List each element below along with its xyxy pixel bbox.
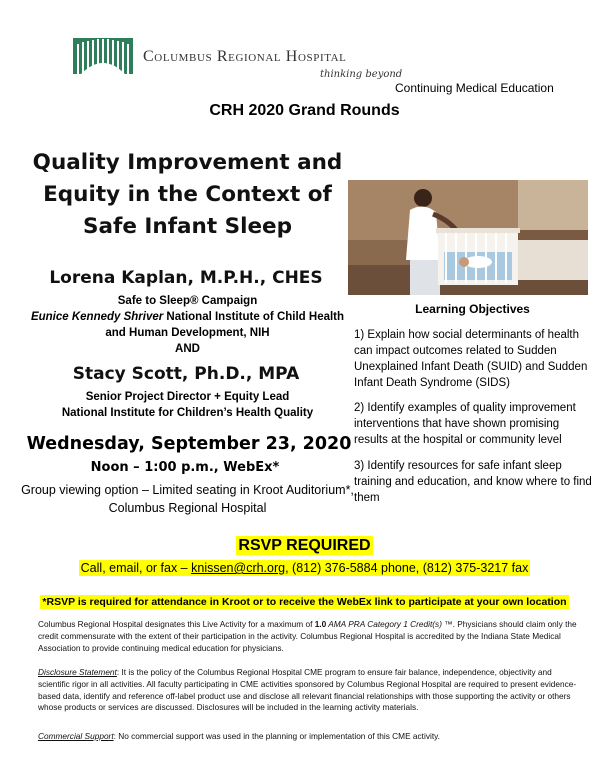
contact-prefix: Call, email, or fax –	[80, 561, 192, 575]
hospital-tagline: thinking beyond	[320, 69, 403, 80]
hospital-name: Columbus Regional Hospital	[143, 48, 347, 65]
objective-item: 3) Identify resources for safe infant sleep training and education, and know where to find them	[354, 460, 592, 504]
credit-amount: 1.0	[314, 619, 327, 629]
series-title: CRH 2020 Grand Rounds	[209, 102, 400, 119]
speaker1-institute-rest: National Institute of Child Health and Human Development, NIH	[105, 311, 345, 339]
disclosure-label: Disclosure Statement	[38, 667, 117, 677]
event-time: Noon – 1:00 p.m., WebEx*	[90, 460, 280, 475]
speaker2-name: Stacy Scott, Ph.D., MPA	[72, 364, 300, 384]
speaker1-institute	[20, 309, 355, 341]
disclosure-text: : It is the policy of the Columbus Regional Hospital CME program to ensure fair balance, independence, objectivity and scientific rigor in all activities. All faculty participating in CME activities sponsored by Columbus Regional Hospital are required to present evidence-based data, identify and reference off-label product use and disclose all relevant financial relationships with those supporting the activity or others whose products or services are discussed. Disclosures will be included in the learning activity materials.	[38, 667, 577, 713]
group-viewing-note: Group viewing option – Limited seating in Kroot Auditorium*, Columbus Regional Hospital	[21, 483, 354, 515]
rsvp-requirement-text: *RSVP is required for attendance in Kroot or to receive the WebEx link to participate at your own location	[42, 596, 567, 608]
credit-text-b: . Physicians should claim only the credit commensurate with the extent of their participation in the activity. Columbus Regional Hospital is accredited by the Indiana State Medical Association to provide continuing medical education for physicians.	[38, 619, 577, 653]
mother-and-infant-crib-photo	[348, 180, 588, 295]
objective-item: 1) Explain how social determinants of health can impact outcomes related to Sudden Unexplained Infant Death (SUID) and Sudden Infant Death Syndrome (SIDS)	[354, 329, 588, 389]
commercial-support-statement	[38, 731, 583, 743]
credit-type: AMA PRA Category 1 Credit(s) ™	[326, 619, 453, 629]
email-link[interactable]: knissen@crh.org	[191, 561, 286, 575]
credit-text-a: Columbus Regional Hospital designates this Live Activity for a maximum of	[38, 619, 315, 629]
rsvp-heading	[0, 537, 609, 555]
rsvp-requirement	[0, 592, 609, 610]
contact-suffix: , (812) 376-5884 phone, (812) 375-3217 fax	[285, 561, 529, 575]
department-label: Continuing Medical Education	[395, 81, 554, 95]
speaker1-campaign: Safe to Sleep® Campaign	[117, 295, 258, 307]
speaker1-institute-italic: Eunice Kennedy Shriver	[30, 311, 164, 323]
event-title: Quality Improvement and Equity in the Context of Safe Infant Sleep	[32, 150, 343, 239]
sunrise-stripes-logo-icon	[73, 38, 133, 74]
event-date: Wednesday, September 23, 2020	[26, 434, 352, 454]
objective-item: 2) Identify examples of quality improvement interventions that have shown promising results at the hospital or community level	[354, 402, 576, 446]
speaker1-name: Lorena Kaplan, M.P.H., CHES	[49, 268, 323, 288]
disclosure-statement	[38, 667, 583, 714]
speaker1-affiliation	[20, 293, 355, 357]
commercial-label: Commercial Support	[38, 731, 114, 741]
and-separator: AND	[175, 343, 200, 355]
rsvp-heading-text: RSVP REQUIRED	[238, 537, 371, 554]
rsvp-contact-line	[79, 560, 531, 576]
speaker2-institute: National Institute for Children’s Health Quality	[61, 407, 314, 419]
speaker2-role: Senior Project Director + Equity Lead	[85, 391, 290, 403]
credit-statement	[38, 619, 583, 654]
commercial-text: : No commercial support was used in the planning or implementation of this CME activity.	[113, 731, 440, 741]
rsvp-contact	[0, 559, 609, 577]
objectives-title: Learning Objectives	[415, 302, 530, 316]
speaker2-affiliation	[20, 389, 355, 421]
